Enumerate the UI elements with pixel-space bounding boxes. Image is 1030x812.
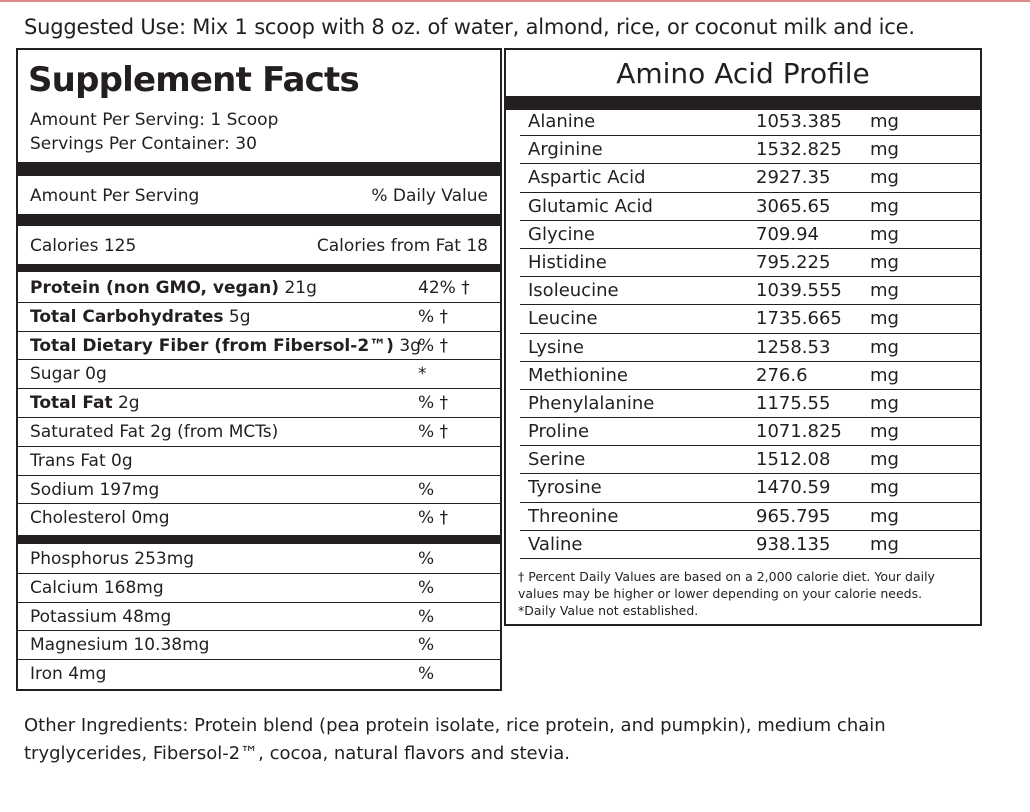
table-row: [520, 474, 980, 502]
nutrient-name: [30, 504, 170, 532]
amino-acid-unit: mg: [870, 533, 899, 555]
mineral-amount: Phosphorus 253mg: [30, 549, 195, 569]
table-row: [18, 389, 500, 418]
amino-acid-unit: mg: [870, 336, 899, 358]
amino-acid-unit: mg: [870, 251, 899, 273]
amino-acid-unit: mg: [870, 195, 899, 217]
table-row: [520, 305, 980, 333]
nutrient-amount: 3g: [393, 335, 421, 356]
table-row: [18, 476, 500, 505]
other-ingredients-line: tryglycerides, Fibersol-2™, cocoa, natural flavors and stevia.: [24, 743, 570, 764]
nutrient-amount: Trans Fat 0g: [30, 450, 133, 471]
thick-divider: [18, 214, 500, 226]
supplement-facts-panel: [16, 48, 502, 691]
amino-acid-name: Isoleucine: [528, 280, 619, 302]
nutrient-amount: 5g: [223, 306, 251, 327]
top-border: [0, 0, 1030, 2]
amino-acid-value: 1258.53: [756, 336, 831, 358]
amino-acid-name: Phenylalanine: [528, 392, 655, 414]
amino-acid-unit: mg: [870, 477, 899, 499]
amino-acid-unit: mg: [870, 308, 899, 330]
table-row: [18, 504, 500, 533]
daily-value-header: % Daily Value: [371, 186, 488, 206]
table-row: [18, 360, 500, 389]
amino-acid-unit: mg: [870, 280, 899, 302]
suggested-use: Suggested Use: Mix 1 scoop with 8 oz. of water, almond, rice, or coconut milk and ice.: [24, 15, 915, 39]
table-row: [520, 446, 980, 474]
nutrient-name: [30, 418, 278, 446]
mineral-list: [18, 545, 500, 689]
mineral-amount: Potassium 48mg: [30, 606, 172, 627]
amino-acid-unit: mg: [870, 167, 899, 189]
nutrient-name: [30, 332, 421, 360]
other-ingredients-line: Other Ingredients: Protein blend (pea protein isolate, rice protein, and pumpkin), medium chain: [24, 715, 886, 736]
table-row: [520, 108, 980, 136]
amino-acid-value: 709.94: [756, 223, 819, 245]
amino-acid-value: 1039.555: [756, 280, 842, 302]
amino-acid-unit: mg: [870, 364, 899, 386]
amino-acid-unit: mg: [870, 421, 899, 443]
nutrient-bold-name: Total Fat: [30, 393, 113, 414]
nutrient-amount: 2g: [112, 393, 140, 414]
nutrient-daily-value: 42% †: [418, 278, 470, 298]
footnote-line: † Percent Daily Values are based on a 2,000 calorie diet. Your daily: [518, 569, 935, 584]
nutrient-amount: 21g: [279, 278, 317, 298]
amino-acid-value: 965.795: [756, 505, 831, 527]
thick-divider: [18, 264, 500, 272]
table-row: [18, 274, 500, 303]
nutrient-daily-value: *: [418, 364, 427, 385]
amino-acid-value: 1175.55: [756, 392, 831, 414]
thick-divider: [18, 535, 500, 544]
calories-from-fat-label: Calories from Fat 18: [316, 236, 488, 256]
table-row: [18, 545, 500, 574]
nutrient-amount: Sugar 0g: [30, 364, 107, 385]
amino-acid-name: Methionine: [528, 364, 628, 386]
table-row: [18, 660, 500, 689]
amino-acid-unit: mg: [870, 223, 899, 245]
table-row: [520, 136, 980, 164]
amino-acid-name: Leucine: [528, 308, 598, 330]
nutrient-name: [30, 389, 140, 417]
amino-acid-name: Lysine: [528, 336, 584, 358]
nutrient-name: [30, 447, 133, 475]
amino-acid-value: 1512.08: [756, 449, 831, 471]
nutrient-daily-value: % †: [418, 508, 449, 529]
thick-divider: [18, 162, 500, 176]
table-row: [520, 249, 980, 277]
mineral-amount: Calcium 168mg: [30, 577, 164, 598]
nutrient-bold-name: Protein (non GMO, vegan): [30, 278, 280, 298]
amino-acid-name: Glycine: [528, 223, 595, 245]
mineral-daily-value: %: [418, 664, 435, 685]
mineral-daily-value: %: [418, 635, 435, 656]
table-row: [520, 193, 980, 221]
serving-size: Amount Per Serving: 1 Scoop: [30, 110, 279, 130]
nutrient-daily-value: % †: [418, 335, 449, 356]
amino-acid-value: 938.135: [756, 533, 831, 555]
nutrient-name: [30, 303, 251, 331]
amino-acid-value: 795.225: [756, 251, 831, 273]
table-row: [18, 631, 500, 660]
mineral-amount: Iron 4mg: [30, 664, 107, 685]
table-row: [18, 603, 500, 632]
amount-per-serving-header: Amount Per Serving: [30, 186, 200, 206]
calories-label: Calories 125: [30, 236, 137, 256]
nutrient-amount: Sodium 197mg: [30, 479, 160, 500]
nutrient-bold-name: Total Carbohydrates: [30, 306, 224, 327]
nutrient-daily-value: % †: [418, 393, 449, 414]
table-row: [520, 164, 980, 192]
amino-acid-unit: mg: [870, 505, 899, 527]
nutrient-amount: Cholesterol 0mg: [30, 508, 170, 529]
mineral-daily-value: %: [418, 606, 435, 627]
table-row: [18, 574, 500, 603]
amino-acid-unit: mg: [870, 449, 899, 471]
amino-acid-name: Histidine: [528, 251, 607, 273]
table-row: [520, 334, 980, 362]
amino-acid-name: Tyrosine: [528, 477, 602, 499]
nutrient-daily-value: %: [418, 479, 435, 500]
table-row: [18, 303, 500, 332]
table-row: [520, 390, 980, 418]
amino-acid-value: 3065.65: [756, 195, 831, 217]
amino-acid-value: 1470.59: [756, 477, 831, 499]
table-row: [520, 531, 980, 559]
nutrient-daily-value: % †: [418, 306, 449, 327]
servings-per-container: Servings Per Container: 30: [30, 134, 257, 154]
amino-acid-value: 1532.825: [756, 139, 842, 161]
table-row: [520, 221, 980, 249]
amino-acid-title: Amino Acid Profile: [616, 57, 870, 90]
amino-acid-value: 2927.35: [756, 167, 831, 189]
footnote-line: values may be higher or lower depending on your calorie needs.: [518, 586, 923, 601]
nutrient-name: [30, 476, 159, 504]
nutrient-name: [30, 274, 317, 302]
footnote-line: *Daily Value not established.: [518, 603, 699, 618]
amino-acid-panel: [504, 48, 982, 626]
amino-acid-value: 1071.825: [756, 421, 842, 443]
amino-acid-value: 1735.665: [756, 308, 842, 330]
table-row: [520, 277, 980, 305]
amino-acid-unit: mg: [870, 392, 899, 414]
amino-acid-list: [520, 108, 980, 559]
table-row: [18, 418, 500, 447]
nutrient-name: [30, 360, 107, 388]
other-ingredients: [24, 712, 1014, 768]
nutrient-amount: Saturated Fat 2g (from MCTs): [30, 421, 279, 442]
amino-acid-name: Glutamic Acid: [528, 195, 653, 217]
amino-acid-unit: mg: [870, 111, 899, 132]
table-row: [18, 447, 500, 476]
supplement-facts-title: Supplement Facts: [28, 60, 359, 100]
nutrient-daily-value: % †: [418, 421, 449, 442]
amino-acid-value: 276.6: [756, 364, 808, 386]
amino-acid-value: 1053.385: [756, 111, 842, 132]
nutrient-bold-name: Total Dietary Fiber (from Fibersol-2™): [30, 335, 394, 356]
table-row: [520, 362, 980, 390]
nutrient-list: [18, 274, 500, 533]
mineral-daily-value: %: [418, 577, 435, 598]
amino-acid-name: Alanine: [528, 111, 596, 132]
amino-acid-name: Proline: [528, 421, 590, 443]
amino-acid-unit: mg: [870, 139, 899, 161]
mineral-amount: Magnesium 10.38mg: [30, 635, 210, 656]
mineral-daily-value: %: [418, 549, 435, 569]
table-row: [18, 332, 500, 361]
amino-acid-name: Threonine: [528, 505, 619, 527]
amino-acid-name: Valine: [528, 533, 583, 555]
table-row: [520, 503, 980, 531]
amino-acid-name: Serine: [528, 449, 586, 471]
table-row: [520, 418, 980, 446]
amino-acid-name: Aspartic Acid: [528, 167, 646, 189]
amino-acid-name: Arginine: [528, 139, 603, 161]
daily-value-footnote: [518, 568, 978, 619]
